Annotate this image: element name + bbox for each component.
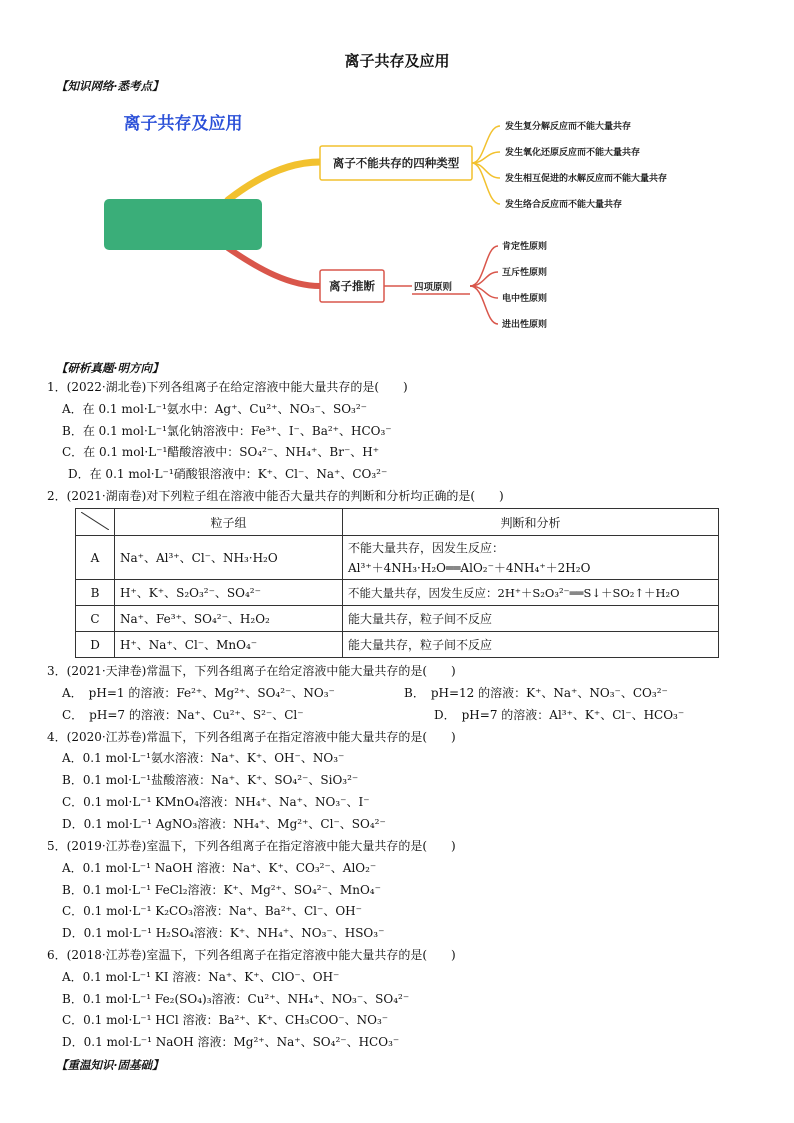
question-3-option-c: C． pH=7 的溶液：Na⁺、Cu²⁺、S²⁻、Cl⁻ <box>62 708 304 722</box>
section-heading-exam: 【研析真题·明方向】 <box>56 361 164 375</box>
page-title: 离子共存及应用 <box>344 52 450 70</box>
question-4-option-a: A．0.1 mol·L⁻¹氨水溶液：Na⁺、K⁺、OH⁻、NO₃⁻ <box>62 751 345 765</box>
mindmap-branch2-leaf: 肯定性原则 <box>502 242 548 252</box>
table-corner-cell <box>76 509 115 536</box>
connector-branch2 <box>228 248 320 286</box>
mindmap-branch2-leaf: 互斥性原则 <box>502 268 548 278</box>
row-analysis: 能大量共存，粒子间不反应 <box>343 632 719 658</box>
question-5-option-c: C．0.1 mol·L⁻¹ K₂CO₃溶液：Na⁺、Ba²⁺、Cl⁻、OH⁻ <box>62 904 362 918</box>
question-3-option-a: A． pH=1 的溶液：Fe²⁺、Mg²⁺、SO₄²⁻、NO₃⁻ <box>62 686 335 700</box>
question-1-option-c: C．在 0.1 mol·L⁻¹醋酸溶液中：SO₄²⁻、NH₄⁺、Br⁻、H⁺ <box>62 445 380 459</box>
question-4-option-b: B．0.1 mol·L⁻¹盐酸溶液：Na⁺、K⁺、SO₄²⁻、SiO₃²⁻ <box>62 773 359 787</box>
table-header-analysis: 判断和分析 <box>343 509 719 536</box>
question-5-option-b: B．0.1 mol·L⁻¹ FeCl₂溶液：K⁺、Mg²⁺、SO₄²⁻、MnO₄⁻ <box>62 883 381 897</box>
row-label: C <box>76 606 115 632</box>
question-3-stem: 3．(2021·天津卷)常温下，下列各组离子在给定溶液中能大量共存的是( ) <box>47 664 456 678</box>
row-label: D <box>76 632 115 658</box>
question-5-option-a: A．0.1 mol·L⁻¹ NaOH 溶液：Na⁺、K⁺、CO₃²⁻、AlO₂⁻ <box>62 861 377 875</box>
connector-branch1 <box>228 162 320 200</box>
mindmap-branch1-leaf: 发生络合反应而不能大量共存 <box>505 200 623 210</box>
row-analysis-line: Al³⁺＋4NH₃·H₂O══AlO₂⁻＋4NH₄⁺＋2H₂O <box>348 561 591 575</box>
mindmap-branch1-leaf: 发生氧化还原反应而不能大量共存 <box>505 148 641 158</box>
question-6-option-c: C．0.1 mol·L⁻¹ HCl 溶液：Ba²⁺、K⁺、CH₃COO⁻、NO₃⁻ <box>62 1013 389 1027</box>
branch1-leaf-connectors <box>472 126 500 204</box>
table-row <box>76 632 719 658</box>
mindmap-branch2-leaf: 电中性原则 <box>502 294 548 304</box>
question-4-option-d: D．0.1 mol·L⁻¹ AgNO₃溶液：NH₄⁺、Mg²⁺、Cl⁻、SO₄²⁻ <box>62 817 386 831</box>
table-row <box>76 536 719 580</box>
center-box <box>104 199 262 250</box>
mindmap-branch1-leaf: 发生复分解反应而不能大量共存 <box>505 122 632 132</box>
question-3-option-d: D． pH=7 的溶液：Al³⁺、K⁺、Cl⁻、HCO₃⁻ <box>434 708 685 722</box>
mindmap-branch1-leaf: 发生相互促进的水解反应而不能大量共存 <box>505 174 668 184</box>
mindmap-branch2-leaf: 进出性原则 <box>502 320 548 330</box>
question-6-option-d: D．0.1 mol·L⁻¹ NaOH 溶液：Mg²⁺、Na⁺、SO₄²⁻、HCO₃⁻ <box>62 1035 400 1049</box>
question-5-option-d: D．0.1 mol·L⁻¹ H₂SO₄溶液：K⁺、NH₄⁺、NO₃⁻、HSO₃⁻ <box>62 926 385 940</box>
mindmap-center-label: 离子共存及应用 <box>123 114 243 134</box>
row-label: A <box>76 536 115 580</box>
branch2-leaf-connectors <box>470 246 498 324</box>
question-6-option-a: A．0.1 mol·L⁻¹ KI 溶液：Na⁺、K⁺、ClO⁻、OH⁻ <box>62 970 340 984</box>
mindmap-branch2-label: 离子推断 <box>329 279 375 293</box>
row-analysis: 不能大量共存，因发生反应：2H⁺＋S₂O₃²⁻══S↓＋SO₂↑＋H₂O <box>343 580 719 606</box>
row-analysis <box>343 536 719 580</box>
question-1-stem: 1．(2022·湖北卷)下列各组离子在给定溶液中能大量共存的是( ) <box>47 380 408 394</box>
section-heading-review: 【重温知识·固基础】 <box>56 1058 164 1072</box>
question-5-stem: 5．(2019·江苏卷)室温下，下列各组离子在指定溶液中能大量共存的是( ) <box>47 839 456 853</box>
row-label: B <box>76 580 115 606</box>
row-analysis: 能大量共存，粒子间不反应 <box>343 606 719 632</box>
question-1-option-d: D．在 0.1 mol·L⁻¹硝酸银溶液中：K⁺、Cl⁻、Na⁺、CO₃²⁻ <box>68 467 388 481</box>
question-2-table <box>75 508 719 658</box>
question-6-stem: 6．(2018·江苏卷)室温下，下列各组离子在指定溶液中能大量共存的是( ) <box>47 948 456 962</box>
section-heading-knowledge: 【知识网络·悉考点】 <box>56 79 164 93</box>
question-4-option-c: C．0.1 mol·L⁻¹ KMnO₄溶液：NH₄⁺、Na⁺、NO₃⁻、I⁻ <box>62 795 370 809</box>
question-1-option-b: B．在 0.1 mol·L⁻¹氯化钠溶液中：Fe³⁺、I⁻、Ba²⁺、HCO₃⁻ <box>62 424 392 438</box>
question-1-option-a: A．在 0.1 mol·L⁻¹氨水中：Ag⁺、Cu²⁺、NO₃⁻、SO₃²⁻ <box>62 402 367 416</box>
row-analysis-line: 不能大量共存，因发生反应： <box>348 541 505 555</box>
mindmap-branch2-sub: 四项原则 <box>414 282 453 293</box>
row-group: H⁺、K⁺、S₂O₃²⁻、SO₄²⁻ <box>115 580 343 606</box>
question-4-stem: 4．(2020·江苏卷)常温下，下列各组离子在指定溶液中能大量共存的是( ) <box>47 730 456 744</box>
diagonal-divider <box>81 512 109 530</box>
question-3-option-b: B． pH=12 的溶液：K⁺、Na⁺、NO₃⁻、CO₃²⁻ <box>404 686 668 700</box>
mindmap-branch1-label: 离子不能共存的四种类型 <box>332 156 460 170</box>
question-2-stem: 2．(2021·湖南卷)对下列粒子组在溶液中能否大量共存的判断和分析均正确的是( ) <box>47 489 504 503</box>
table-header-row <box>76 509 719 536</box>
table-row <box>76 606 719 632</box>
row-group: H⁺、Na⁺、Cl⁻、MnO₄⁻ <box>115 632 343 658</box>
table-row <box>76 580 719 606</box>
row-group: Na⁺、Al³⁺、Cl⁻、NH₃·H₂O <box>115 536 343 580</box>
table-header-group: 粒子组 <box>115 509 343 536</box>
row-group: Na⁺、Fe³⁺、SO₄²⁻、H₂O₂ <box>115 606 343 632</box>
question-6-option-b: B．0.1 mol·L⁻¹ Fe₂(SO₄)₃溶液：Cu²⁺、NH₄⁺、NO₃⁻、SO₄²⁻ <box>62 992 410 1006</box>
